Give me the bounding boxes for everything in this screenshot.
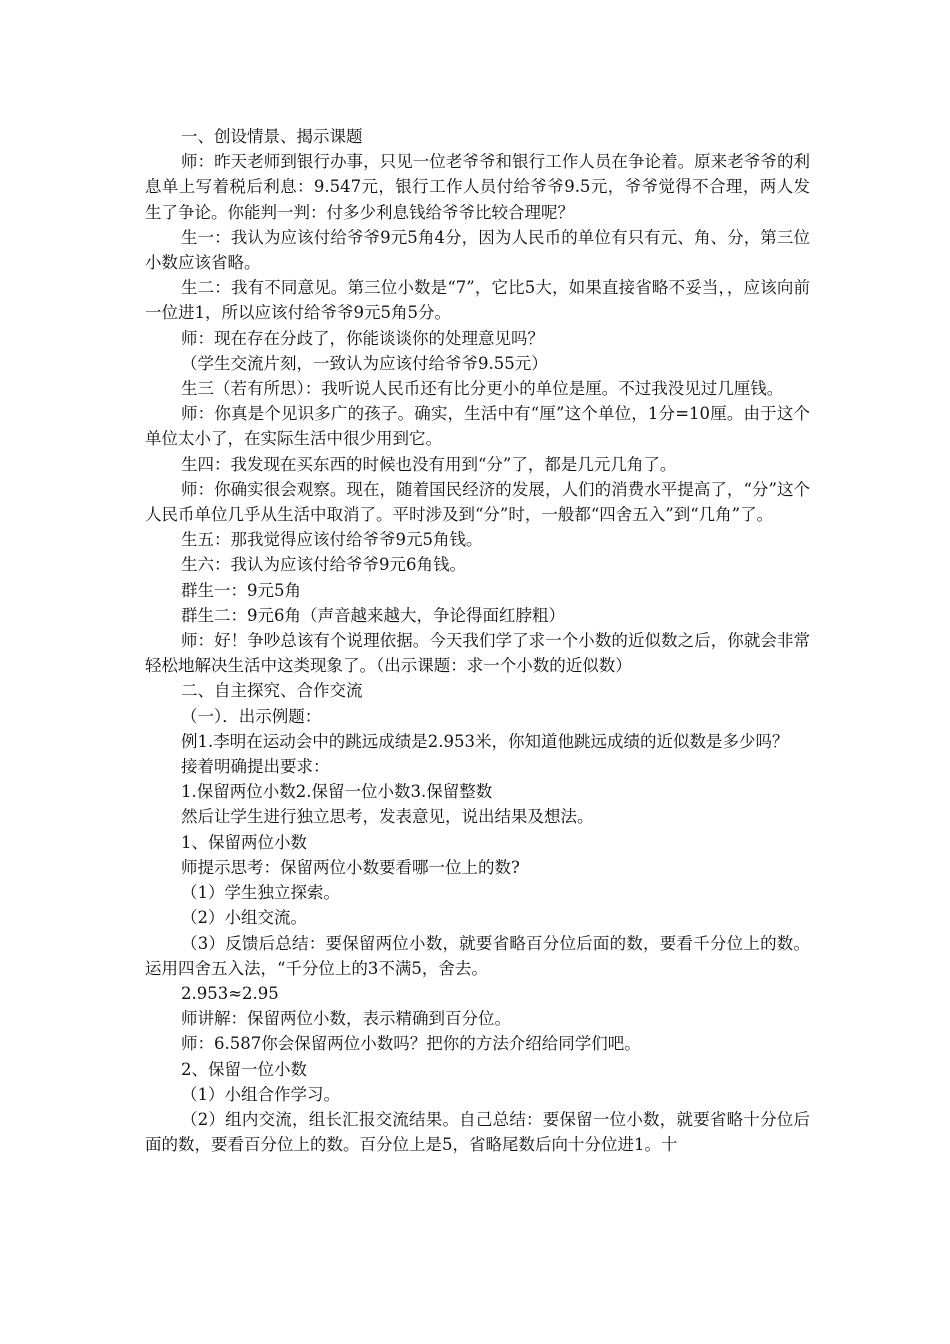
section-heading: 二、自主探究、合作交流 [181, 681, 363, 701]
list-item: （2）组内交流，组长汇报交流结果。自己总结：要保留一位小数，就要省略十分位后面的数，要看百分位上的数。百分位上是5，省略尾数后向十分位进1。十 [145, 1109, 810, 1155]
paragraph: 群生一：9元5角 [181, 580, 301, 600]
subsection-heading: 2、保留一位小数 [181, 1059, 307, 1079]
paragraph: （学生交流片刻，一致认为应该付给爷爷9.55元） [181, 353, 548, 373]
paragraph: 师：你真是个见识多广的孩子。确实，生活中有“厘”这个单位，1分=10厘。由于这个单位太小了，在实际生活中很少用到它。 [145, 404, 810, 449]
paragraph: 师提示思考：保留两位小数要看哪一位上的数? [181, 857, 520, 877]
list-item: （3）反馈后总结：要保留两位小数，就要省略百分位后面的数，要看千分位上的数。运用四舍五入法，“千分位上的3不满5，舍去。 [145, 933, 810, 978]
paragraph: 师：你确实很会观察。现在，随着国民经济的发展，人们的消费水平提高了，“分”这个人民币单位几乎从生活中取消了。平时涉及到“分”时，一般都“四舍五入”到“几角”了。 [145, 479, 810, 525]
paragraph: 师：6.587你会保留两位小数吗？把你的方法介绍给同学们吧。 [181, 1034, 641, 1054]
math-expression: 2.953≈2.95 [181, 983, 279, 1003]
paragraph: 生六：我认为应该付给爷爷9元6角钱。 [181, 555, 466, 575]
paragraph: 生二：我有不同意见。第三位小数是“7”，它比5大，如果直接省略不妥当，，应该向前一位进1，所以应该付给爷爷9元5角5分。 [145, 278, 810, 323]
list-item: （2）小组交流。 [181, 908, 307, 928]
paragraph: 师：好！争吵总该有个说理依据。今天我们学了求一个小数的近似数之后，你就会非常轻松地解决生活中这类现象了。（出示课题：求一个小数的近似数） [145, 631, 810, 676]
paragraph: 群生二：9元6角（声音越来越大，争论得面红脖粗） [181, 605, 565, 625]
list-item: （1）学生独立探索。 [181, 883, 340, 903]
subsection-heading: 1、保留两位小数 [181, 832, 307, 852]
paragraph: 生一：我认为应该付给爷爷9元5角4分，因为人民币的单位有只有元、角、分，第三位小数应该省略。 [145, 227, 810, 273]
list-item: （1）小组合作学习。 [181, 1084, 340, 1104]
paragraph: 接着明确提出要求： [181, 757, 330, 777]
paragraph: 然后让学生进行独立思考，发表意见，说出结果及想法。 [181, 807, 594, 827]
subsection-heading: （一）．出示例题： [181, 706, 322, 726]
paragraph: 师：现在存在分歧了，你能谈谈你的处理意见吗？ [181, 328, 544, 348]
paragraph: 师：昨天老师到银行办事，只见一位老爷爷和银行工作人员在争论着。原来老爷爷的利息单上写着税后利息：9.547元，银行工作人员付给爷爷9.5元，爷爷觉得不合理，两人发生了争论。你能判一判：付多少利息钱给爷爷比较合理呢？ [145, 152, 810, 222]
requirements-list: 1.保留两位小数2.保留一位小数3.保留整数 [181, 782, 493, 802]
paragraph: 师讲解：保留两位小数，表示精确到百分位。 [181, 1009, 511, 1029]
document-body [145, 124, 810, 1157]
paragraph: 生五：那我觉得应该付给爷爷9元5角钱。 [181, 530, 483, 550]
example-problem: 例1.李明在运动会中的跳远成绩是2.953米，你知道他跳远成绩的近似数是多少吗？ [181, 731, 789, 751]
section-heading: 一、创设情景、揭示课题 [181, 127, 363, 146]
paragraph: 生三（若有所思）：我听说人民币还有比分更小的单位是厘。不过我没见过几厘钱。 [181, 379, 784, 399]
paragraph: 生四：我发现在买东西的时候也没有用到“分”了，都是几元几角了。 [181, 454, 677, 474]
